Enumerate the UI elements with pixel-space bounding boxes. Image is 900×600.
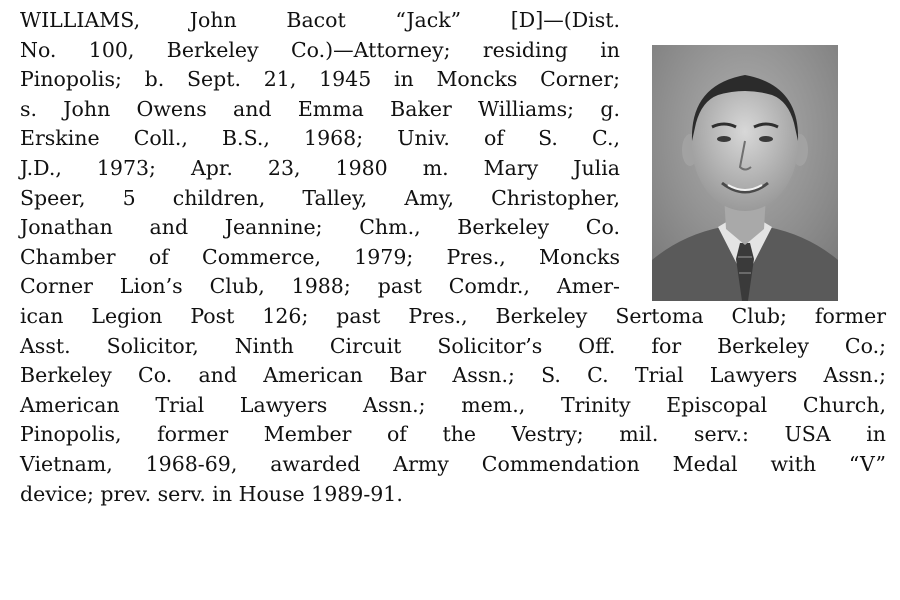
entry-line-3: Pinopolis; b. Sept. 21, 1945 in Moncks Corner; (20, 67, 620, 92)
entry-line-10: Corner Lion’s Club, 1988; past Comdr., Amer- (20, 274, 620, 299)
entry-line-17: device; prev. serv. in House 1989-91. (20, 481, 403, 506)
entry-line-6: J.D., 1973; Apr. 23, 1980 m. Mary Julia (20, 155, 620, 180)
portrait-photo (652, 45, 838, 301)
entry-line-11: ican Legion Post 126; past Pres., Berkeley Sertoma Club; former (20, 303, 886, 328)
entry-line-14: American Trial Lawyers Assn.; mem., Trinity Episcopal Church, (20, 392, 886, 417)
entry-line-1: WILLIAMS, John Bacot “Jack” [D]—(Dist. (20, 8, 620, 32)
entry-line-16: Vietnam, 1968-69, awarded Army Commendation Medal with “V” (20, 451, 886, 476)
entry-line-5: Erskine Coll., B.S., 1968; Univ. of S. C., (20, 126, 620, 151)
entry-line-9: Chamber of Commerce, 1979; Pres., Moncks (20, 244, 620, 269)
entry-line-7: Speer, 5 children, Talley, Amy, Christopher, (20, 185, 620, 210)
entry-line-2: No. 100, Berkeley Co.)—Attorney; residing in (20, 37, 620, 62)
entry-line-15: Pinopolis, former Member of the Vestry; mil. serv.: USA in (20, 422, 886, 447)
entry-line-8: Jonathan and Jeannine; Chm., Berkeley Co. (20, 215, 620, 240)
portrait-illustration (652, 45, 838, 301)
entry-line-13: Berkeley Co. and American Bar Assn.; S. C. Trial Lawyers Assn.; (20, 363, 886, 388)
entry-line-12: Asst. Solicitor, Ninth Circuit Solicitor’s Off. for Berkeley Co.; (20, 333, 886, 358)
entry-line-4: s. John Owens and Emma Baker Williams; g. (20, 96, 620, 121)
